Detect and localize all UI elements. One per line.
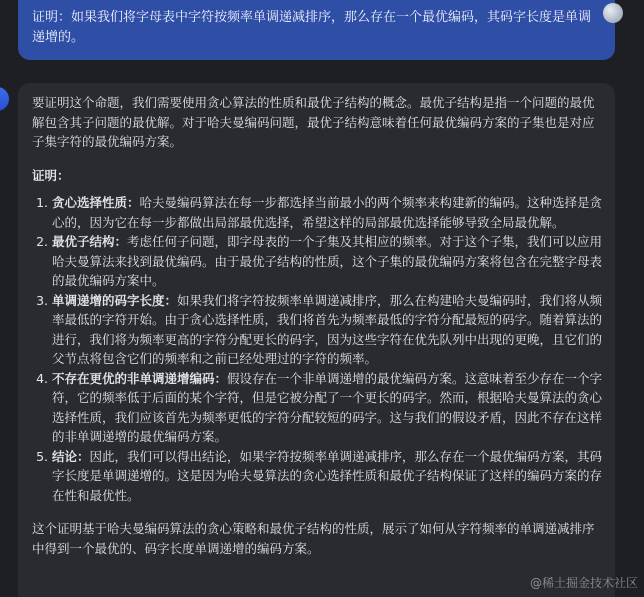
watermark: @稀土掘金技术社区 bbox=[529, 576, 638, 590]
proof-step bbox=[52, 369, 603, 447]
step-text: 哈夫曼编码算法在每一步都选择当前最小的两个频率来构建新的编码。这种选择是贪心的，因为它在每一步都做出局部最优选择，希望这样的局部最优选择能够导致全局最优解。 bbox=[52, 195, 603, 230]
proof-step bbox=[52, 232, 603, 291]
step-title: 贪心选择性质： bbox=[52, 195, 140, 210]
step-text: 考虑任何子问题，即字母表的一个子集及其相应的频率。对于这个子集，我们可以应用哈夫曼算法来找到最优编码。由于最优子结构的性质，这个子集的最优编码方案将包含在完整字母表的最优编码方案中。 bbox=[52, 234, 603, 288]
user-avatar[interactable] bbox=[603, 3, 623, 23]
user-message-text: 证明：如果我们将字母表中字符按频率单调递减排序，那么存在一个最优编码，其码字长度是单调递增的。 bbox=[32, 10, 592, 45]
step-text: 如果我们将字符按频率单调递减排序，那么在构建哈夫曼编码时，我们将从频率最低的字符开始。由于贪心选择性质，我们将首先为频率最低的字符分配最短的码字。随着算法的进行，我们将为频率更高的字符分配更长的码字，因为这些字符在优先队列中出现的更晚，且它们的父节点将包含它们的频率和之前已经处理过的字符的频率。 bbox=[52, 292, 603, 366]
step-text: 因此，我们可以得出结论，如果字符按频率单调递减排序，那么存在一个最优编码方案，其码字长度是单调递增的。这是因为哈夫曼算法的贪心选择性质和最优子结构保证了这样的编码方案的存在性和最优性。 bbox=[52, 448, 603, 503]
proof-steps-list bbox=[32, 193, 603, 505]
user-message-bubble bbox=[18, 0, 615, 60]
proof-step bbox=[52, 291, 603, 369]
proof-step bbox=[52, 193, 603, 232]
step-text: 假设存在一个非单调递增的最优编码方案。这意味着至少存在一个字符，它的频率低于后面的某个字符，但是它被分配了一个更长的码字。然而，根据哈夫曼算法的贪心选择性质，我们应该首先为频率更低的字符分配较短的码字。这与我们的假设矛盾，因此不存在这样的非单调递增的最优编码方案。 bbox=[52, 370, 603, 444]
reply-conclusion: 这个证明基于哈夫曼编码算法的贪心策略和最优子结构的性质，展示了如何从字符频率的单调递减排序中得到一个最优的、码字长度单调递增的编码方案。 bbox=[32, 521, 595, 556]
proof-heading: 证明： bbox=[32, 167, 70, 183]
reply-intro: 要证明这个命题，我们需要使用贪心算法的性质和最优子结构的概念。最优子结构是指一个问题的最优解包含其子问题的最优解。对于哈夫曼编码问题，最优子结构意味着任何最优编码方案的子集也是对应子集字符的最优编码方案。 bbox=[32, 95, 595, 149]
step-title: 结论： bbox=[52, 448, 90, 464]
step-title: 单调递增的码字长度： bbox=[52, 292, 178, 308]
proof-step bbox=[52, 447, 603, 506]
step-title: 最优子结构： bbox=[52, 234, 128, 249]
step-title: 不存在更优的非单调递增编码： bbox=[52, 370, 228, 386]
assistant-reply-card bbox=[18, 83, 615, 597]
assistant-avatar bbox=[0, 87, 9, 111]
